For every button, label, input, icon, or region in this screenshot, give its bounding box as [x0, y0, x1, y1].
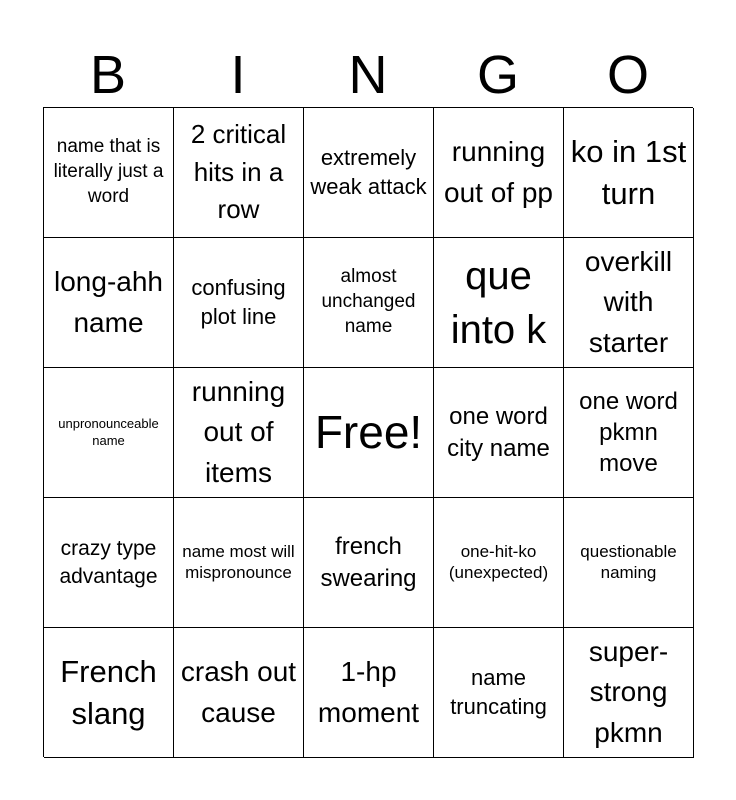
bingo-cell-r5c4[interactable]: [434, 628, 564, 758]
bingo-cell-r4c1[interactable]: [44, 498, 174, 628]
bingo-cell-r2c3[interactable]: [304, 238, 434, 368]
bingo-board: [43, 107, 693, 757]
header-letter-i: I: [230, 45, 246, 105]
bingo-cell-text: super-strong pkmn: [588, 635, 669, 748]
bingo-cell-text: name truncating: [450, 664, 547, 719]
bingo-cell-text: crazy type advantage: [59, 537, 158, 588]
bingo-cell-text: crash out cause: [180, 655, 297, 728]
bingo-cell-text: extremely weak attack: [310, 144, 427, 199]
bingo-cell-r3c4[interactable]: [434, 368, 564, 498]
bingo-cell-text: running out of pp: [444, 135, 553, 208]
header-letter-o: O: [606, 45, 649, 105]
bingo-cell-text: 1-hp moment: [317, 655, 420, 728]
bingo-cell-text: confusing plot line: [191, 274, 286, 329]
bingo-cell-r4c4[interactable]: [434, 498, 564, 628]
bingo-cell-text: name most will mispronounce: [182, 542, 295, 582]
bingo-cell-r5c2[interactable]: [174, 628, 304, 758]
bingo-cell-text: 2 critical hits in a row: [190, 118, 287, 225]
bingo-header: [43, 42, 693, 108]
bingo-cell-text: ko in 1st turn: [570, 133, 687, 211]
bingo-cell-text: one-hit-ko (unexpected): [448, 542, 549, 582]
bingo-cell-text: overkill with starter: [584, 245, 673, 358]
bingo-cell-r4c3[interactable]: [304, 498, 434, 628]
bingo-cell-r5c3[interactable]: [304, 628, 434, 758]
bingo-cell-r5c5[interactable]: [564, 628, 694, 758]
bingo-cell-r1c3[interactable]: [304, 108, 434, 238]
free-space-label: Free!: [314, 405, 423, 458]
bingo-cell-text: one word pkmn move: [579, 387, 678, 478]
bingo-cell-free[interactable]: [304, 368, 434, 498]
bingo-cell-r4c2[interactable]: [174, 498, 304, 628]
bingo-cell-r1c5[interactable]: [564, 108, 694, 238]
bingo-cell-text: long-ahh name: [54, 265, 163, 338]
bingo-cell-text: running out of items: [191, 375, 286, 488]
bingo-cell-text: name that is literally just a word: [53, 136, 164, 207]
bingo-cell-r2c2[interactable]: [174, 238, 304, 368]
bingo-cell-r1c4[interactable]: [434, 108, 564, 238]
bingo-cell-r4c5[interactable]: [564, 498, 694, 628]
bingo-cell-text: que into k: [450, 253, 547, 352]
bingo-cell-r1c1[interactable]: [44, 108, 174, 238]
bingo-cell-text: almost unchanged name: [321, 266, 416, 337]
bingo-cell-text: one word city name: [447, 403, 550, 462]
bingo-cell-text: unpronounceable name: [58, 416, 159, 448]
bingo-cell-text: french swearing: [320, 533, 417, 592]
bingo-cell-r2c1[interactable]: [44, 238, 174, 368]
header-letter-g: G: [476, 45, 519, 105]
bingo-cell-r5c1[interactable]: [44, 628, 174, 758]
bingo-cell-r2c4[interactable]: [434, 238, 564, 368]
header-letter-b: B: [89, 45, 127, 105]
bingo-cell-r2c5[interactable]: [564, 238, 694, 368]
bingo-cell-r3c2[interactable]: [174, 368, 304, 498]
bingo-cell-text: questionable naming: [580, 542, 677, 582]
bingo-cell-r3c5[interactable]: [564, 368, 694, 498]
bingo-cell-text: French slang: [60, 653, 157, 731]
header-letter-n: N: [348, 45, 388, 105]
bingo-cell-r1c2[interactable]: [174, 108, 304, 238]
bingo-cell-r3c1[interactable]: [44, 368, 174, 498]
